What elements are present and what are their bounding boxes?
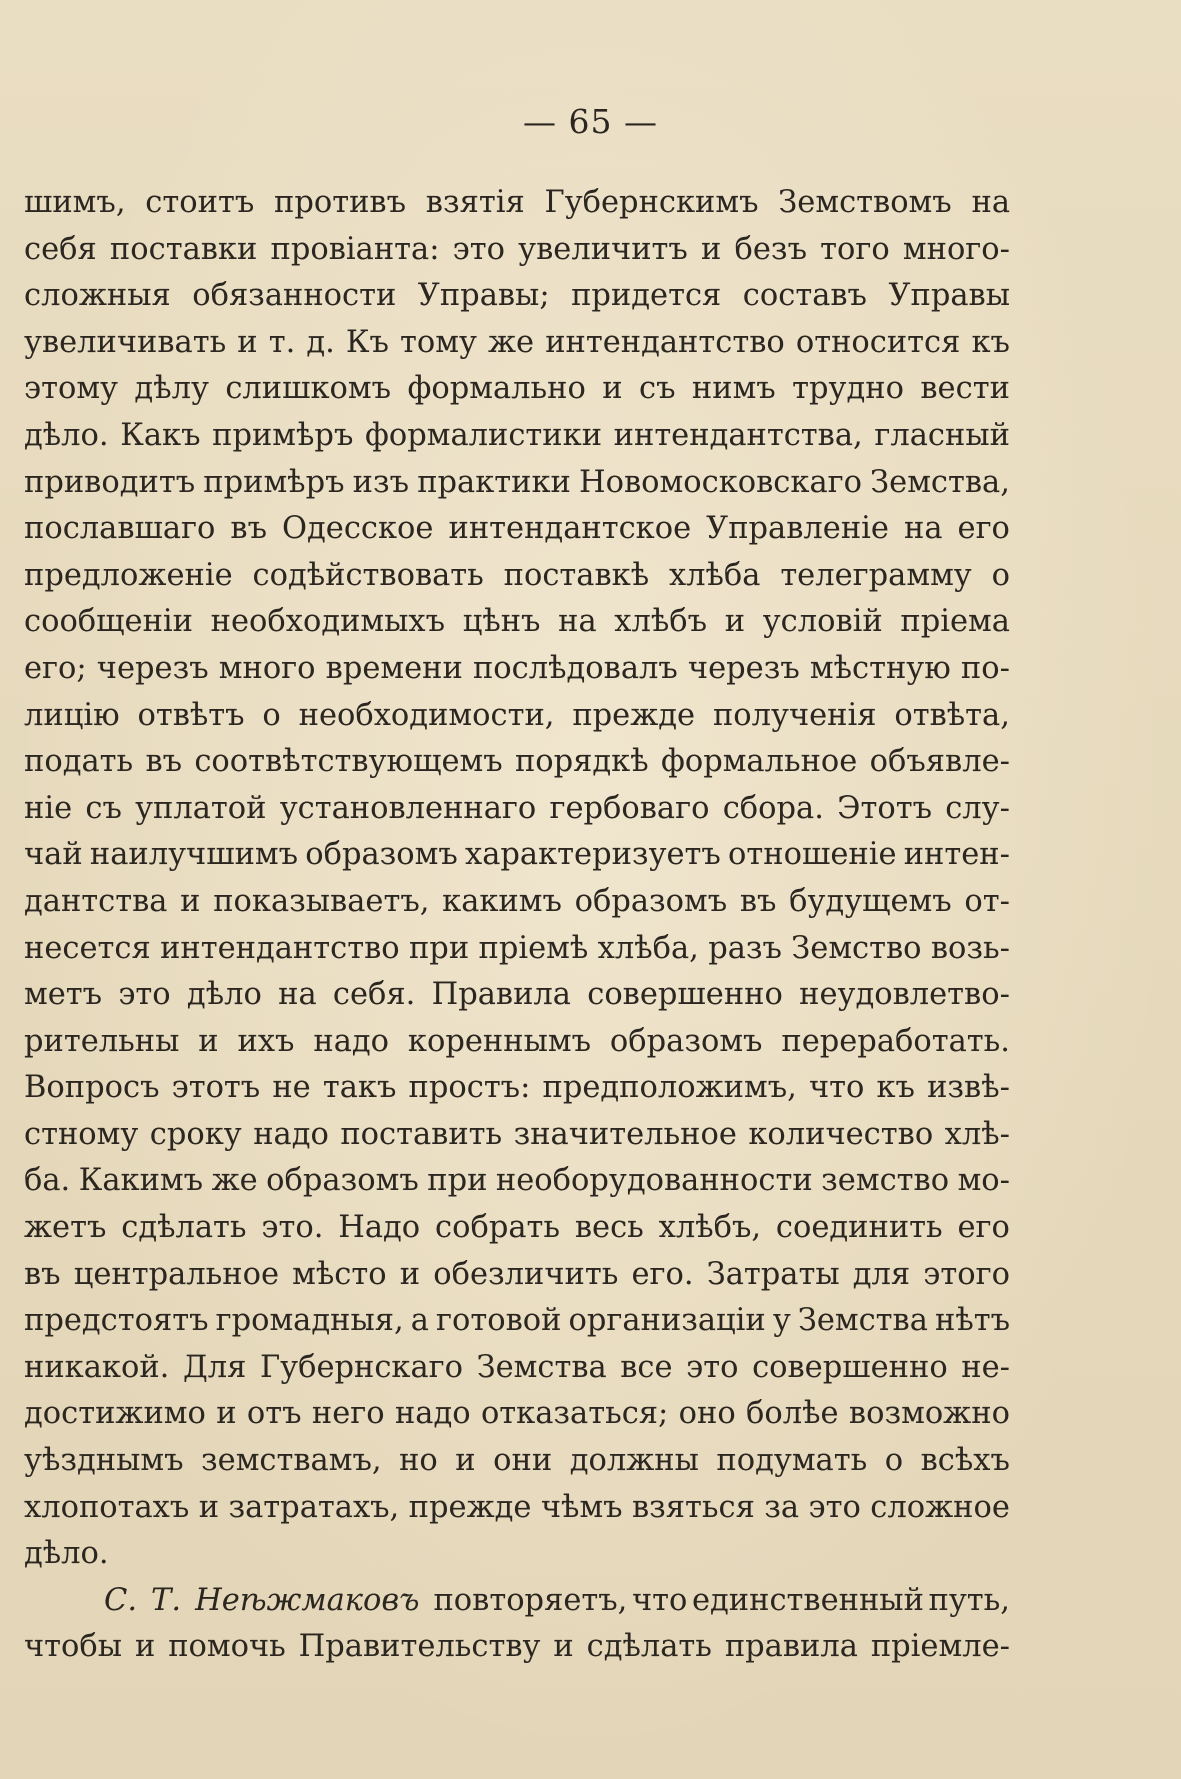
word: Правительству — [298, 1629, 541, 1665]
word: примѣръ — [212, 417, 354, 453]
word: приводитъ — [24, 464, 196, 500]
word: подать — [24, 744, 134, 780]
word: ихъ — [237, 1023, 295, 1059]
word: наилучшимъ — [89, 837, 299, 873]
word: сдѣлать — [586, 1629, 712, 1665]
word: увеличивать — [24, 324, 227, 360]
word: и — [237, 324, 258, 360]
word: всѣхъ — [920, 1443, 1010, 1479]
word: на — [558, 604, 597, 640]
word: это — [118, 977, 171, 1013]
text-line — [24, 1112, 1010, 1159]
word: что — [631, 1582, 688, 1618]
word: полученія — [712, 697, 877, 733]
word: достижимо — [24, 1396, 206, 1432]
word: поставки — [109, 231, 258, 267]
word: путь, — [928, 1582, 1010, 1618]
word: соотвѣтствующемъ — [194, 744, 503, 780]
word: стоитъ — [145, 185, 255, 220]
word: Къ — [345, 324, 389, 360]
word: затратахъ, — [228, 1489, 400, 1525]
word: повторяетъ, — [433, 1582, 628, 1618]
word: Новомосковскаго — [579, 464, 862, 500]
word: провіанта: — [270, 231, 440, 267]
word: жетъ — [24, 1210, 107, 1246]
word: Земствомъ — [778, 185, 952, 220]
word: формальное — [660, 744, 858, 780]
word: они — [493, 1443, 553, 1479]
word: себя — [24, 231, 97, 267]
word: объявле- — [869, 744, 1010, 780]
word: въ — [24, 1256, 61, 1292]
word: хлѣбъ, — [658, 1210, 762, 1246]
word: земствамъ, — [201, 1443, 382, 1479]
word: слу- — [945, 790, 1010, 826]
word: единственный — [691, 1582, 924, 1618]
text-line — [24, 180, 1010, 227]
word: образомъ — [266, 1163, 419, 1199]
word: же — [211, 1163, 258, 1199]
word: и — [180, 883, 201, 919]
word: образомъ — [305, 837, 458, 873]
word: правила — [724, 1629, 858, 1665]
text-line — [24, 879, 1010, 926]
paragraph-2 — [24, 1578, 1010, 1671]
word: трудно — [792, 371, 904, 407]
word: чтобы — [24, 1629, 123, 1665]
word: Этотъ — [837, 790, 932, 826]
text-line — [24, 1531, 1010, 1578]
word: съ — [85, 790, 122, 826]
word: стному — [24, 1116, 139, 1152]
paragraph-2-line-rest — [433, 1578, 1010, 1625]
speaker-word: Неѣжмаковъ — [195, 1582, 420, 1618]
word: предстоятъ — [24, 1303, 209, 1339]
word: необходимости, — [298, 697, 555, 733]
text-line — [24, 972, 1010, 1019]
word: дѣло — [186, 977, 262, 1013]
word: у — [772, 1303, 791, 1339]
word: Вопросъ — [24, 1070, 160, 1106]
word: Управы; — [417, 278, 550, 314]
word: уѣзднымъ — [24, 1443, 184, 1479]
text-line — [24, 460, 1010, 507]
word: пріемѣ — [478, 930, 589, 966]
word: никакой. — [24, 1349, 170, 1385]
word: много- — [902, 231, 1010, 267]
word: дѣло. — [24, 417, 109, 453]
word: при — [427, 1163, 488, 1199]
word: интен- — [903, 837, 1010, 873]
text-line — [24, 693, 1010, 740]
word: пославшаго — [24, 511, 216, 547]
word: черезъ — [687, 650, 800, 686]
word: громадныя, — [215, 1303, 404, 1339]
speaker-name — [104, 1578, 419, 1625]
text-line — [24, 646, 1010, 693]
word: этого — [923, 1256, 1010, 1292]
word: отвѣтъ — [137, 697, 245, 733]
text-line — [24, 366, 1010, 413]
word: неудовлетво- — [799, 977, 1010, 1013]
word: уплатой — [135, 790, 267, 826]
word: количество — [748, 1116, 934, 1152]
word: мѣсто — [292, 1256, 387, 1292]
word: формально — [407, 371, 586, 407]
word: Затраты — [706, 1256, 840, 1292]
word: съ — [639, 371, 676, 407]
word: составъ — [742, 278, 867, 314]
word: кореннымъ — [407, 1023, 591, 1059]
word: мо- — [957, 1163, 1010, 1199]
word: порядкѣ — [514, 744, 649, 780]
word: себя. — [332, 977, 416, 1013]
word: гласный — [874, 417, 1010, 453]
word: это — [686, 1349, 739, 1385]
text-line — [24, 1345, 1010, 1392]
word: такъ — [322, 1070, 397, 1106]
word: примѣръ — [203, 464, 345, 500]
word: и — [701, 231, 722, 267]
word: земство — [821, 1163, 950, 1199]
word: о — [991, 557, 1010, 593]
body-text — [24, 180, 1010, 1671]
word: пріема — [900, 604, 1010, 640]
word: много — [218, 650, 316, 686]
word: организаціи — [568, 1303, 766, 1339]
word: это. — [261, 1210, 324, 1246]
word: и — [553, 1629, 574, 1665]
word: Какимъ — [78, 1163, 204, 1199]
word: Земство — [791, 930, 922, 966]
word: должны — [569, 1443, 699, 1479]
word: интендантства, — [613, 417, 863, 453]
word: хлѣ- — [944, 1116, 1010, 1152]
word: послѣдовалъ — [472, 650, 678, 686]
word: придется — [571, 278, 722, 314]
word: къ — [876, 1070, 915, 1106]
word: значительное — [513, 1116, 737, 1152]
word: и — [455, 1443, 476, 1479]
word: надо — [394, 1396, 471, 1432]
word: хлопотахъ — [24, 1489, 190, 1525]
text-line — [24, 227, 1010, 274]
word: этотъ — [171, 1070, 261, 1106]
word: взяться — [632, 1489, 755, 1525]
word: и — [216, 1396, 237, 1432]
paragraph-2-first-line — [24, 1578, 1010, 1625]
word: соединить — [775, 1210, 943, 1246]
word: собрать — [435, 1210, 561, 1246]
word: Земства — [476, 1349, 607, 1385]
text-line — [24, 1485, 1010, 1532]
word: рительны — [24, 1023, 180, 1059]
word: дѣлу — [134, 371, 209, 407]
text-line — [24, 1624, 1010, 1671]
word: въ — [739, 883, 777, 919]
text-line — [24, 413, 1010, 460]
word: него — [311, 1396, 385, 1432]
text-line — [24, 739, 1010, 786]
word: от- — [964, 883, 1010, 919]
word: переработать. — [781, 1023, 1010, 1059]
word: это — [808, 1489, 861, 1525]
word: и — [602, 371, 623, 407]
word: за — [764, 1489, 800, 1525]
word: все — [620, 1349, 673, 1385]
word: подумать — [716, 1443, 868, 1479]
word: возможно — [848, 1396, 1010, 1432]
word: и — [198, 1489, 220, 1525]
word: по- — [960, 650, 1010, 686]
word: лицію — [24, 697, 120, 733]
word: совершенно — [752, 1349, 948, 1385]
word: содѣйствовать — [252, 557, 484, 593]
text-line — [24, 1158, 1010, 1205]
word: необходимыхъ — [210, 604, 446, 640]
text-line — [24, 273, 1010, 320]
word: сложныя — [24, 278, 171, 314]
word: того — [820, 231, 890, 267]
word: будущемъ — [789, 883, 952, 919]
word: предложеніе — [24, 557, 233, 593]
word: помочь — [168, 1629, 286, 1665]
word: Земства, — [870, 464, 1010, 500]
word: совершенно — [587, 977, 783, 1013]
word: Губернскимъ — [544, 185, 759, 220]
word: этому — [24, 371, 118, 407]
page-number: — 65 — — [523, 102, 658, 141]
word: Для — [182, 1349, 247, 1385]
word: сбора. — [722, 790, 824, 826]
word: надо — [313, 1023, 390, 1059]
word: дантства — [24, 883, 168, 919]
word: тому — [400, 324, 477, 360]
word: хлѣба — [668, 557, 761, 593]
word: весь — [574, 1210, 644, 1246]
text-line — [24, 320, 1010, 367]
word: практики — [417, 464, 571, 500]
word: черезъ — [96, 650, 209, 686]
word: дѣло. — [24, 1536, 109, 1572]
text-line — [24, 926, 1010, 973]
word: предположимъ, — [542, 1070, 797, 1106]
text-line — [24, 553, 1010, 600]
word: же — [488, 324, 535, 360]
word: простъ: — [408, 1070, 531, 1106]
word: прежде — [408, 1489, 532, 1525]
word: нимъ — [691, 371, 776, 407]
word: Земства — [797, 1303, 928, 1339]
word: Надо — [338, 1210, 421, 1246]
word: взятія — [425, 185, 525, 220]
word: т. — [268, 324, 296, 360]
word: характеризуетъ — [465, 837, 721, 873]
word: и — [724, 604, 746, 640]
word: хлѣбъ — [614, 604, 708, 640]
word: интендантство — [545, 324, 785, 360]
word: Губернскаго — [259, 1349, 464, 1385]
word: центральное — [73, 1256, 280, 1292]
word: противъ — [274, 185, 407, 220]
word: на — [278, 977, 317, 1013]
word: пріемле- — [870, 1629, 1010, 1665]
word: болѣе — [746, 1396, 839, 1432]
text-line — [24, 832, 1010, 879]
word: не- — [961, 1349, 1010, 1385]
word: относится — [795, 324, 961, 360]
word: возь- — [930, 930, 1010, 966]
word: на — [903, 511, 943, 547]
text-line — [24, 1252, 1010, 1299]
word: слишкомъ — [225, 371, 392, 407]
word: образомъ — [574, 883, 728, 919]
word: а — [410, 1303, 429, 1339]
word: чай — [24, 837, 83, 873]
word: о — [884, 1443, 904, 1479]
word: образомъ — [609, 1023, 763, 1059]
text-line — [24, 786, 1010, 833]
word: его — [957, 511, 1010, 547]
word: на — [971, 185, 1010, 220]
word: ба. — [24, 1163, 71, 1199]
word: д. — [306, 324, 335, 360]
word: Правила — [431, 977, 571, 1013]
word: телеграмму — [780, 557, 972, 593]
word: мѣстную — [809, 650, 951, 686]
word: шимъ, — [24, 185, 126, 220]
word: чѣмъ — [540, 1489, 623, 1525]
word: Управленіе — [706, 511, 889, 547]
word: и — [399, 1256, 421, 1292]
word: поставкѣ — [503, 557, 650, 593]
word: условій — [762, 604, 883, 640]
word: это — [452, 231, 505, 267]
word: при — [408, 930, 470, 966]
word: сложное — [870, 1489, 1010, 1525]
word: въ — [145, 744, 183, 780]
word: его; — [24, 650, 87, 686]
word: но — [399, 1443, 438, 1479]
text-line — [24, 1438, 1010, 1485]
word: и — [134, 1629, 156, 1665]
word: ніе — [24, 790, 73, 826]
word: хлѣба, — [597, 930, 699, 966]
word: отвѣта, — [894, 697, 1010, 733]
text-line — [24, 1205, 1010, 1252]
word: интендантство — [160, 930, 400, 966]
word: гербоваго — [549, 790, 710, 826]
word: цѣнъ — [462, 604, 541, 640]
word: готовой — [436, 1303, 562, 1339]
word: прежде — [572, 697, 696, 733]
text-line — [24, 1019, 1010, 1066]
speaker-word: С. — [104, 1582, 138, 1618]
word: безъ — [734, 231, 807, 267]
word: надо — [253, 1116, 329, 1152]
word: оно — [678, 1396, 736, 1432]
word: отказаться; — [480, 1396, 669, 1432]
word: обязанности — [192, 278, 397, 314]
text-line — [24, 1065, 1010, 1112]
text-line — [24, 1298, 1010, 1345]
word: интендантское — [448, 511, 692, 547]
word: метъ — [24, 977, 103, 1013]
word: поставить — [340, 1116, 503, 1152]
word: вести — [920, 371, 1010, 407]
word: къ — [971, 324, 1010, 360]
speaker-word: Т. — [151, 1582, 182, 1618]
word: сдѣлать — [121, 1210, 247, 1246]
word: установленнаго — [279, 790, 537, 826]
word: несется — [24, 930, 151, 966]
word: обезличить — [433, 1256, 619, 1292]
word: что — [808, 1070, 865, 1106]
text-line — [24, 506, 1010, 553]
word: Одесское — [282, 511, 434, 547]
text-line — [24, 599, 1010, 646]
word: отношеніе — [728, 837, 897, 873]
word: разъ — [708, 930, 782, 966]
word: сроку — [149, 1116, 242, 1152]
word: въ — [230, 511, 267, 547]
word: его — [957, 1210, 1010, 1246]
word: Управы — [888, 278, 1010, 314]
word: нѣтъ — [934, 1303, 1010, 1339]
word: показываетъ, — [213, 883, 430, 919]
paragraph-1 — [24, 180, 1010, 1578]
word: не — [272, 1070, 311, 1106]
word: Какъ — [120, 417, 201, 453]
word: времени — [325, 650, 463, 686]
text-line — [24, 1391, 1010, 1438]
word: сообщеніи — [24, 604, 193, 640]
word: его. — [631, 1256, 694, 1292]
word: и — [198, 1023, 219, 1059]
word: извѣ- — [927, 1070, 1010, 1106]
word: какимъ — [442, 883, 562, 919]
word: увеличитъ — [518, 231, 688, 267]
word: для — [852, 1256, 911, 1292]
word: необорудованности — [495, 1163, 813, 1199]
word: о — [262, 697, 281, 733]
word: изъ — [352, 464, 410, 500]
word: отъ — [246, 1396, 302, 1432]
word: формалистики — [364, 417, 603, 453]
